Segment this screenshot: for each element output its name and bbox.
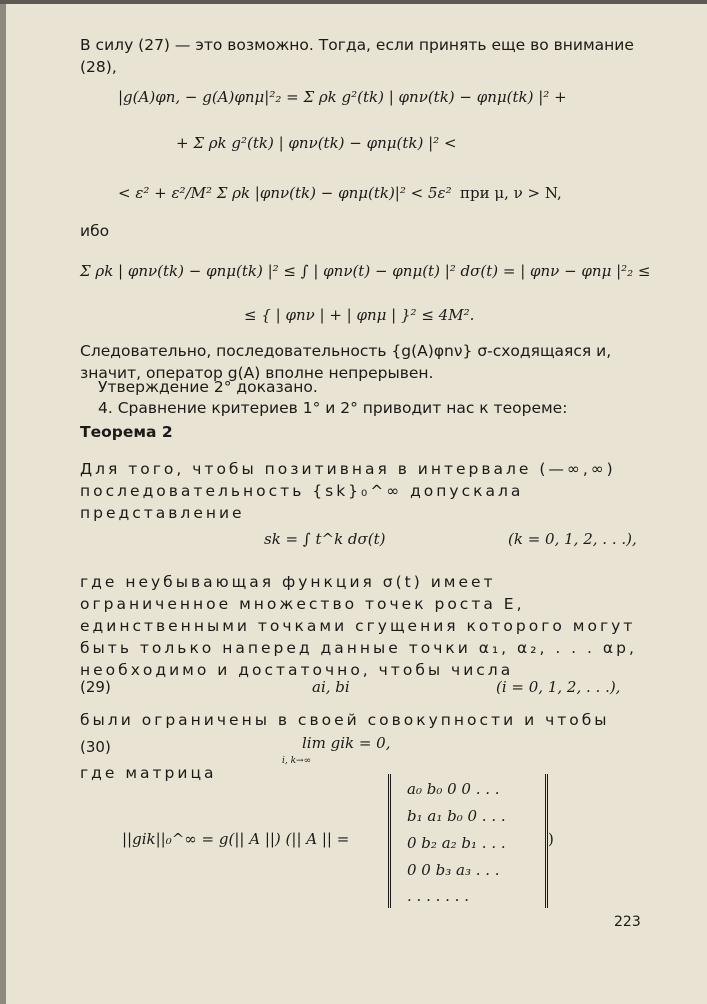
equation-30-formula: lim gik = 0, [302, 734, 391, 752]
word-ibo: ибо [80, 222, 110, 240]
paragraph-bounded: были ограничены в своей совокупности и чтобы [80, 711, 610, 729]
paragraph-intro: В силу (27) — это возможно. Тогда, если принять еще во внимание (28), [80, 36, 634, 76]
formula-2-line-2: ≤ { | φnν | + | φnμ | }² ≤ 4M². [244, 306, 475, 324]
page-top-edge [0, 0, 707, 4]
matrix-row: 0 0 b₃ a₃ . . . [407, 861, 500, 879]
paragraph-comparison: 4. Сравнение критериев 1° и 2° приводит нас к теореме: [98, 399, 568, 417]
page-number: 223 [614, 914, 641, 930]
matrix-lhs: ||gik||₀^∞ = g(|| A ||) (|| A || = [122, 830, 350, 848]
equation-30-subscript: i, k→∞ [282, 756, 312, 766]
matrix-row: b₁ a₁ b₀ 0 . . . [407, 807, 506, 825]
equation-30-label: (30) [80, 738, 111, 756]
formula-3-range: (k = 0, 1, 2, . . .), [508, 530, 637, 548]
matrix-row: . . . . . . . [407, 887, 469, 905]
matrix-row: 0 b₂ a₂ b₁ . . . [407, 834, 506, 852]
paragraph-consequently: Следовательно, последовательность {g(A)φnν} σ-сходящаяся и, значит, оператор g(A) вполне непрерывен. [80, 342, 612, 382]
formula-3: sk = ∫ t^k dσ(t) [264, 530, 386, 548]
paragraph-where-matrix: где матрица [80, 764, 217, 782]
formula-1-line-1: |g(A)φn, − g(A)φnμ|²₂ = Σ ρk g²(tk) | φnν(tk) − φnμ(tk) |² + [118, 88, 567, 106]
matrix-rhs: ) [548, 830, 554, 848]
page-binding-edge [0, 0, 6, 1004]
formula-2-line-1: Σ ρk | φnν(tk) − φnμ(tk) |² ≤ ∫ | φnν(t) − φnμ(t) |² dσ(t) = | φnν − φnμ |²₂ ≤ [80, 262, 651, 280]
matrix-row: a₀ b₀ 0 0 . . . [407, 780, 500, 798]
formula-1-line-3: < ε² + ε²/M² Σ ρk |φnν(tk) − φnμ(tk)|² < 5ε² [118, 184, 452, 202]
equation-29-range: (i = 0, 1, 2, . . .), [496, 678, 621, 696]
theorem-paragraph-1: Для того, чтобы позитивная в интервале (—∞,∞) последовательность {sk}₀^∞ допускала представление [80, 460, 616, 522]
formula-1-line-2: + Σ ρk g²(tk) | φnν(tk) − φnμ(tk) |² < [176, 134, 457, 152]
formula-1-condition: при μ, ν > N, [460, 184, 562, 202]
equation-29-formula: ai, bi [312, 678, 350, 696]
paragraph-statement-proved: Утверждение 2° доказано. [98, 378, 318, 396]
matrix-block [388, 774, 548, 908]
theorem-heading: Теорема 2 [80, 423, 173, 441]
equation-29-label: (29) [80, 678, 111, 696]
theorem-paragraph-2: где неубывающая функция σ(t) имеет ограниченное множество точек роста E, единственными точками сгущения которого могут быть только наперед данные точки α₁, α₂, . . . αp, необходимо и достаточно, чтобы числа [80, 573, 637, 679]
